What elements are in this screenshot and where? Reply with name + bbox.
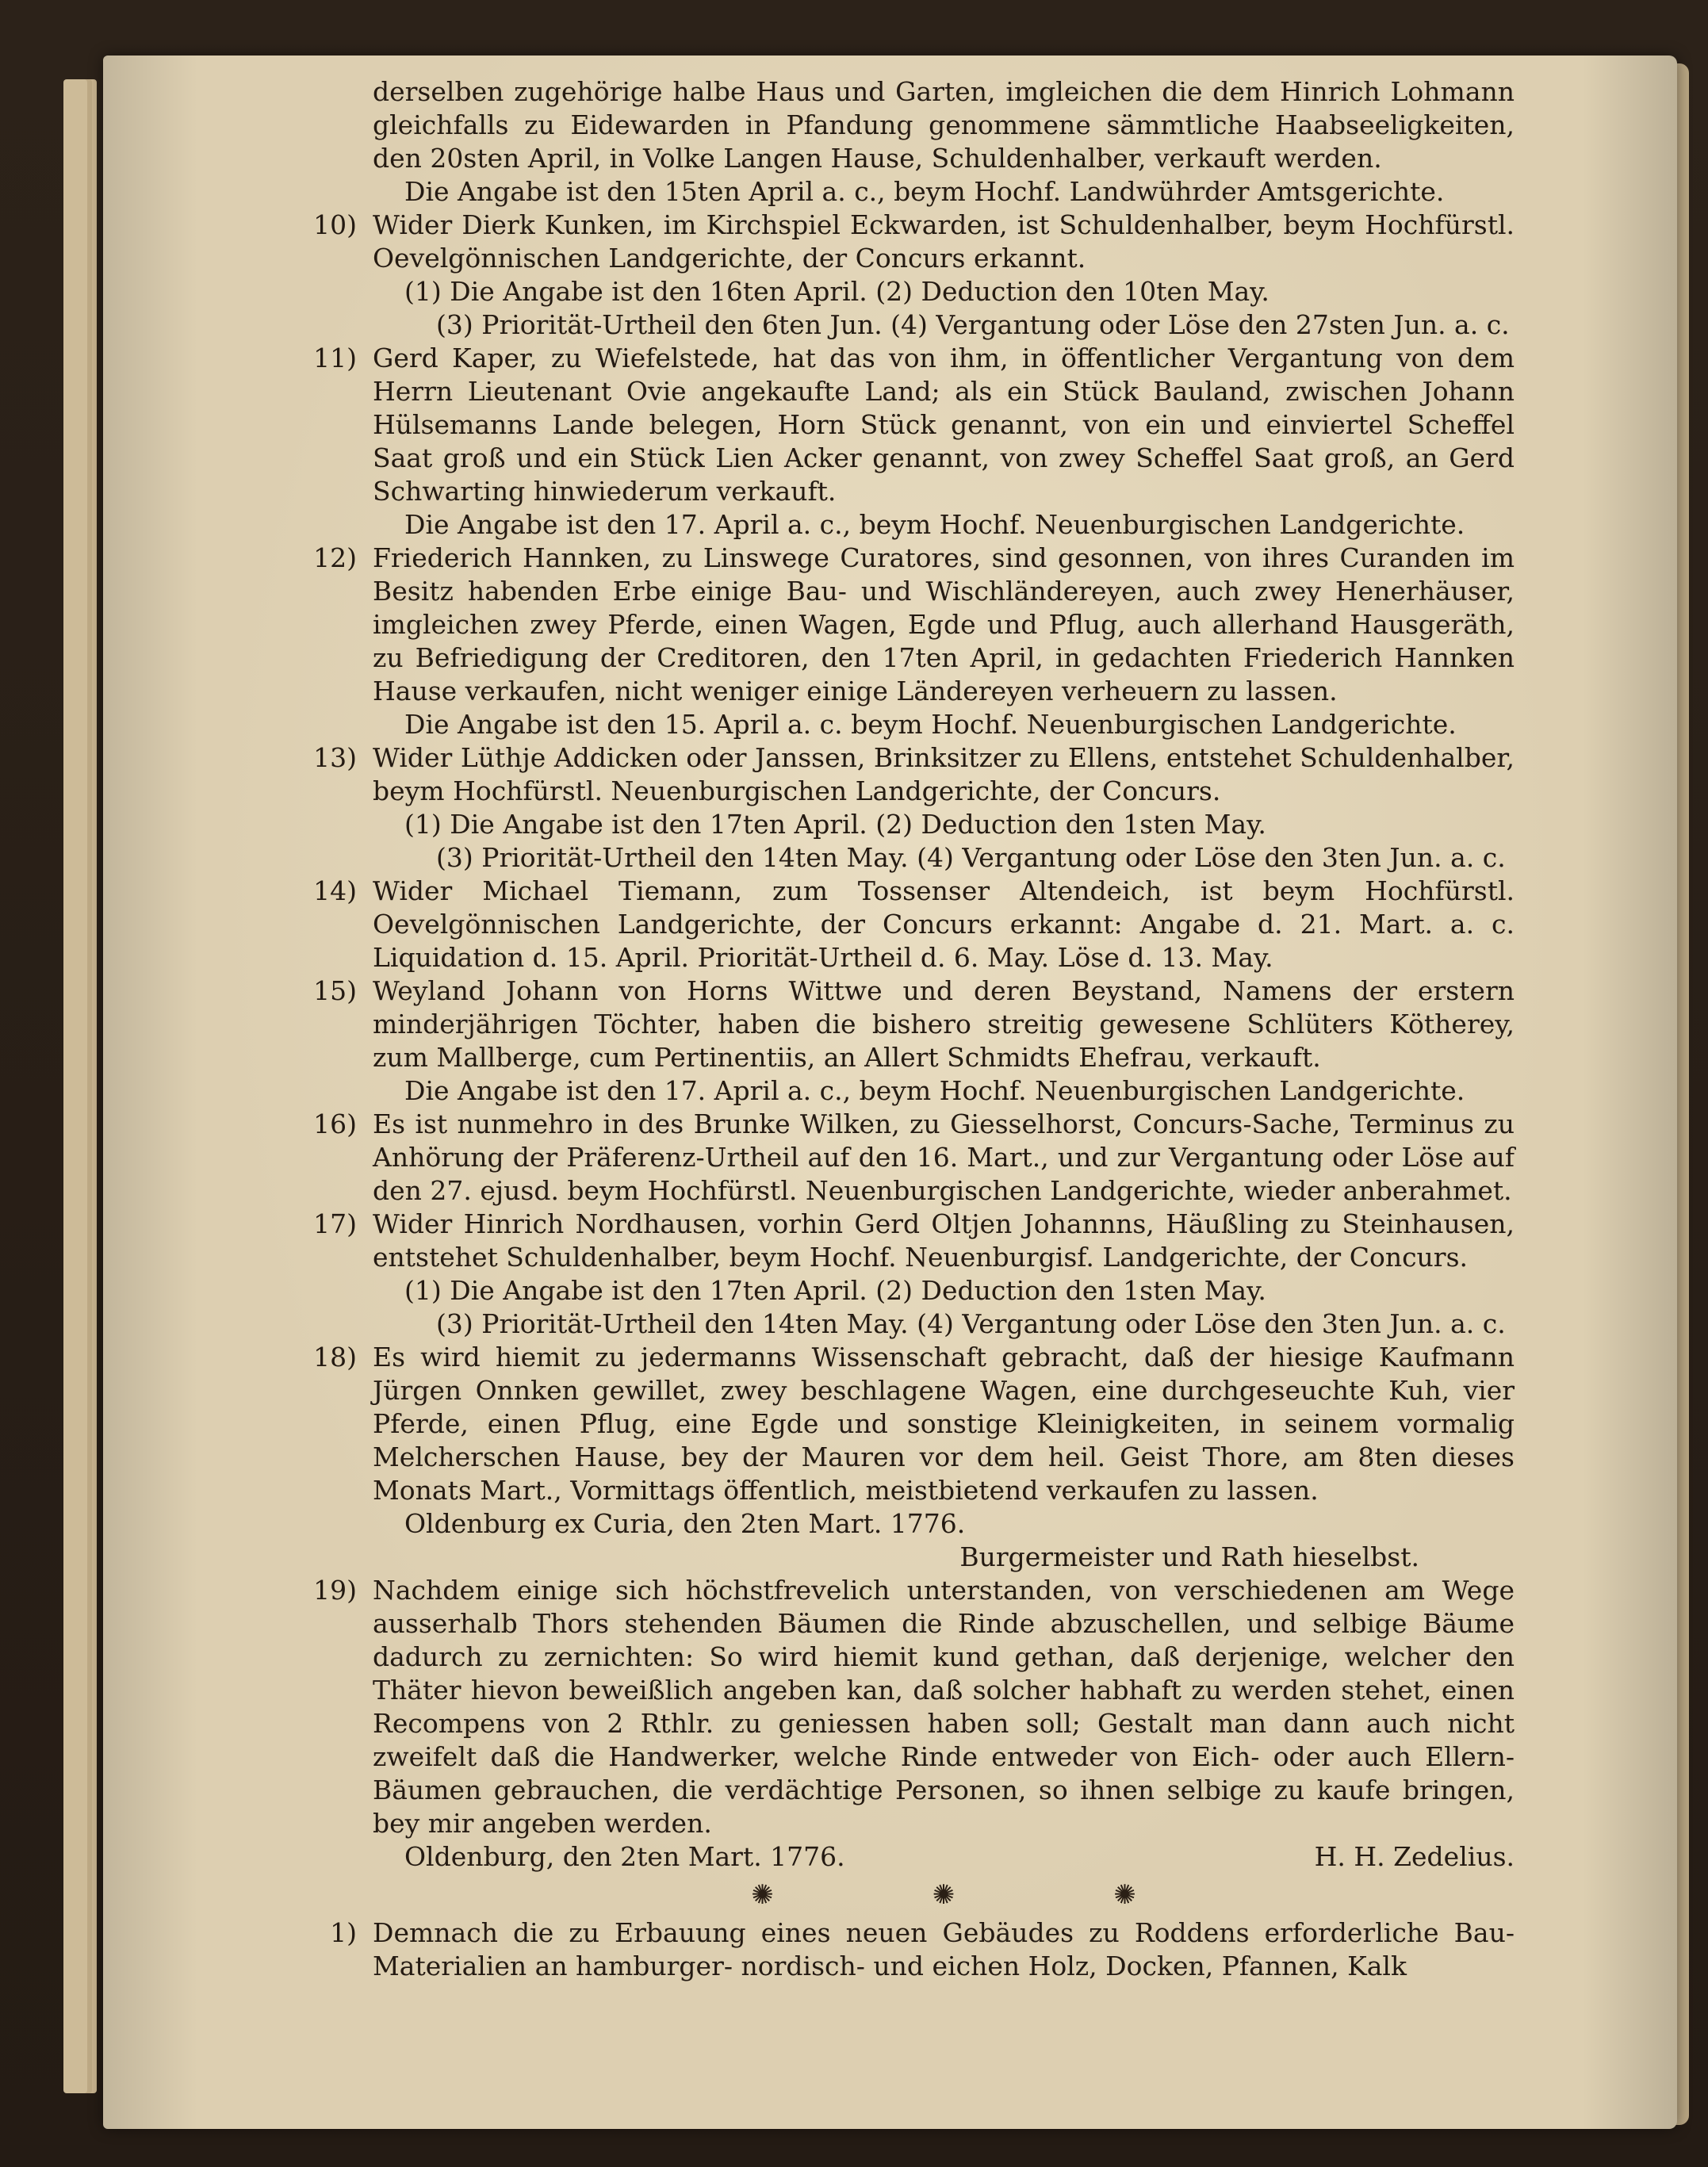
entry-number: 11) (313, 343, 357, 373)
entry-text: Wider Dierk Kunken, im Kirchspiel Eckwarden, ist Schuldenhalber, beym Hochfürstl. Oevelgönnischen Landgerichte, der Concurs erkannt. (373, 209, 1515, 274)
entry-subline: Die Angabe ist den 17. April a. c., beym Hochf. Neuenburgischen Landgerichte. (404, 509, 1465, 540)
paragraph-continuation: derselben zugehörige halbe Haus und Garten, imgleichen die dem Hinrich Lohmann gleichfalls zu Eidewarden in Pfandung genommene sämmtliche Haabseeligkeiten, den 20sten April, in Volke Langen Hause, Schuldenhalber, verkauft werden. (373, 76, 1515, 174)
notice-entry-18 (313, 1341, 1515, 1574)
notice-entry-1 (330, 1916, 1515, 1983)
ornament-glyph: ✺ (751, 1879, 774, 1911)
entry-number: 10) (313, 209, 357, 240)
ornament-glyph: ✺ (1113, 1879, 1136, 1911)
entry-text: Weyland Johann von Horns Wittwe und deren Beystand, Namens der erstern minderjährigen Töchter, haben die bishero streitig gewesene Schlüters Kötherey, zum Mallberge, cum Pertinentiis, an Allert Schmidts Ehefrau, verkauft. (373, 975, 1515, 1073)
ornament-glyph: ✺ (932, 1879, 955, 1911)
notice-entry-10 (313, 209, 1515, 342)
notice-entry-11 (313, 342, 1515, 542)
notice-entry-17 (313, 1208, 1515, 1341)
entry-text: Es wird hiemit zu jedermanns Wissenschaft gebracht, daß der hiesige Kaufmann Jürgen Onnken gewillet, zwey beschlagene Wagen, eine durchgeseuchte Kuh, vier Pferde, einen Pflug, eine Egde und sonstige Kleinigkeiten, in seinem vormalig Melcherschen Hause, bey der Mauren vor dem heil. Geist Thore, am 8ten dieses Monats Mart., Vormittags öffentlich, meistbietend verkaufen zu lassen. (373, 1342, 1515, 1506)
entry-subline: Die Angabe ist den 15. April a. c. beym Hochf. Neuenburgischen Landgerichte. (404, 709, 1457, 740)
entry-text: Es ist nunmehro in des Brunke Wilken, zu Giesselhorst, Concurs-Sache, Terminus zu Anhörung der Präferenz-Urtheil auf den 16. Mart., und zur Vergantung oder Löse auf den 27. ejusd. beym Hochfürstl. Neuenburgischen Landgerichte, wieder anberahmet. (373, 1108, 1515, 1206)
entry-dateline: Oldenburg ex Curia, den 2ten Mart. 1776. (404, 1508, 966, 1539)
entry-number: 1) (330, 1917, 357, 1948)
page-stack-edge (63, 79, 87, 2093)
entry-subline: (3) Priorität-Urtheil den 14ten May. (4) Vergantung oder Löse den 3ten Jun. a. c. (436, 842, 1506, 873)
entry-number: 14) (313, 875, 357, 906)
notice-entry-13 (313, 741, 1515, 875)
entry-text: Wider Michael Tiemann, zum Tossenser Altendeich, ist beym Hochfürstl. Oevelgönnischen Landgerichte, der Concurs erkannt: Angabe d. 21. Mart. a. c. Liquidation d. 15. April. Priorität-Urtheil d. 6. May. Löse d. 13. May. (373, 875, 1515, 973)
entry-number: 16) (313, 1108, 357, 1139)
closing-place-date: Oldenburg, den 2ten Mart. 1776. (404, 1841, 845, 1872)
closing-line (373, 1840, 1515, 1874)
entry-subline: (3) Priorität-Urtheil den 14ten May. (4) Vergantung oder Löse den 3ten Jun. a. c. (436, 1308, 1506, 1339)
closing-signature: H. H. Zedelius. (1314, 1841, 1515, 1872)
notice-entry-15 (313, 974, 1515, 1108)
entry-subline: (1) Die Angabe ist den 17ten April. (2) Deduction den 1sten May. (404, 809, 1266, 840)
notice-entry-19 (313, 1574, 1515, 1840)
entry-number: 12) (313, 542, 357, 573)
entry-number: 18) (313, 1342, 357, 1373)
section-ornament (373, 1874, 1515, 1916)
entry-number: 19) (313, 1575, 357, 1606)
entry-number: 15) (313, 975, 357, 1006)
notice-entry-12 (313, 542, 1515, 741)
entry-subline: Die Angabe ist den 17. April a. c., beym Hochf. Neuenburgischen Landgerichte. (404, 1075, 1465, 1106)
entry-text: Gerd Kaper, zu Wiefelstede, hat das von ihm, in öffentlicher Vergantung von dem Herrn Lieutenant Ovie angekaufte Land; als ein Stück Bauland, zwischen Johann Hülsemanns Lande belegen, Horn Stück genannt, von ein und einviertel Scheffel Saat groß und ein Stück Lien Acker genannt, von zwey Scheffel Saat groß, an Gerd Schwarting hinwiederum verkauft. (373, 343, 1515, 507)
notice-entry-14 (313, 875, 1515, 974)
page-text (313, 75, 1515, 1983)
entry-signature: Burgermeister und Rath hieselbst. (959, 1541, 1419, 1572)
entry-text: Demnach die zu Erbauung eines neuen Gebäudes zu Roddens erforderliche Bau-Materialien an hamburger- nordisch- und eichen Holz, Docken, Pfannen, Kalk (373, 1917, 1515, 1981)
entry-number: 13) (313, 742, 357, 773)
entry-text: Wider Hinrich Nordhausen, vorhin Gerd Oltjen Johannns, Häußling zu Steinhausen, entstehet Schuldenhalber, beym Hochf. Neuenburgisf. Landgerichte, der Concurs. (373, 1208, 1515, 1273)
paragraph-angabe: Die Angabe ist den 15ten April a. c., beym Hochf. Landwührder Amtsgerichte. (404, 176, 1445, 207)
notice-entry-16 (313, 1108, 1515, 1208)
entry-text: Nachdem einige sich höchstfrevelich unterstanden, von verschiedenen am Wege ausserhalb Thors stehenden Bäumen die Rinde abzuschellen, und selbige Bäume dadurch zu zernichten: So wird hiemit kund gethan, daß derjenige, welcher den Thäter hievon beweißlich angeben kan, daß solcher habhaft zu werden stehet, einen Recompens von 2 Rthlr. zu geniessen haben soll; Gestalt man dann auch nicht zweifelt daß die Handwerker, welche Rinde entweder von Eich- oder auch Ellern-Bäumen gebrauchen, die verdächtige Personen, so ihnen selbige zu kaufe bringen, bey mir angeben werden. (373, 1575, 1515, 1839)
entry-text: Friederich Hannken, zu Linswege Curatores, sind gesonnen, von ihres Curanden im Besitz habenden Erbe einige Bau- und Wischländereyen, auch zwey Henerhäuser, imgleichen zwey Pferde, einen Wagen, Egde und Pflug, auch allerhand Hausgeräth, zu Befriedigung der Creditoren, den 17ten April, in gedachten Friederich Hannken Hause verkaufen, nicht weniger einige Ländereyen verheuern zu lassen. (373, 542, 1515, 706)
entry-subline: (3) Priorität-Urtheil den 6ten Jun. (4) Vergantung oder Löse den 27sten Jun. a. c. (436, 309, 1510, 340)
entry-subline: (1) Die Angabe ist den 16ten April. (2) Deduction den 10ten May. (404, 276, 1270, 307)
entry-number: 17) (313, 1208, 357, 1239)
entry-text: Wider Lüthje Addicken oder Janssen, Brinksitzer zu Ellens, entstehet Schuldenhalber, beym Hochfürstl. Neuenburgischen Landgerichte, der Concurs. (373, 742, 1515, 806)
entry-subline: (1) Die Angabe ist den 17ten April. (2) Deduction den 1sten May. (404, 1275, 1266, 1306)
